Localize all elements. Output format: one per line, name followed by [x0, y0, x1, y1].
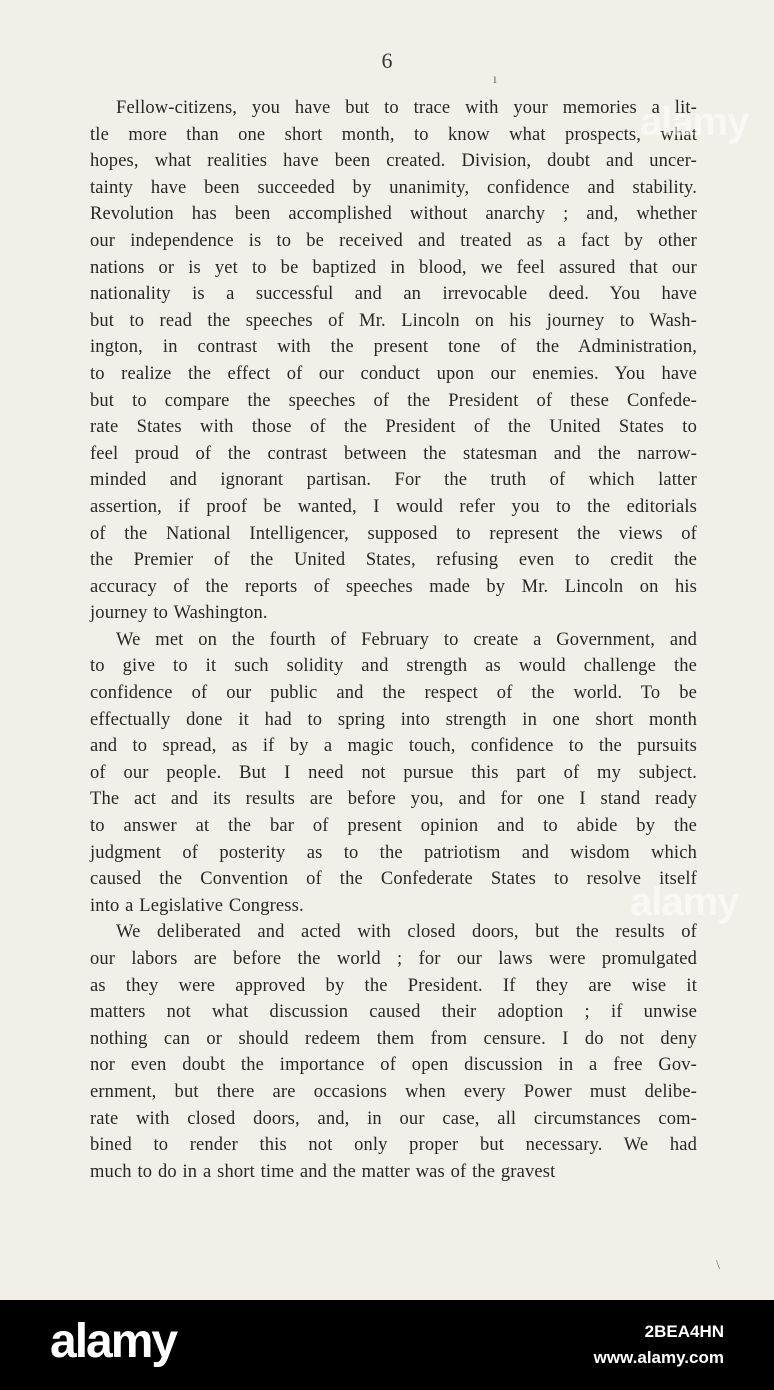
- text-line: effectually done it had to spring into strength in one short month: [90, 709, 697, 730]
- text-line: Revolution has been accomplished without anarchy ; and, whether: [90, 204, 697, 225]
- text-line: confidence of our public and the respect of the world. To be: [90, 683, 697, 704]
- text-line: nothing can or should redeem them from censure. I do not deny: [90, 1028, 697, 1049]
- text-line: to give to it such solidity and strength as would challenge the: [90, 656, 697, 677]
- text-line: rate States with those of the President of the United States to: [90, 417, 697, 438]
- watermark: alamy: [640, 100, 749, 144]
- text-line: nationality is a successful and an irrevocable deed. You have: [90, 284, 697, 305]
- text-line: assertion, if proof be wanted, I would refer you to the editorials: [90, 496, 697, 517]
- paragraph: [90, 627, 697, 920]
- text-line: bined to render this not only proper but necessary. We had: [90, 1135, 697, 1156]
- ink-speck: \: [716, 1258, 720, 1273]
- alamy-logo[interactable]: alamy: [50, 1315, 177, 1368]
- paragraph: [90, 919, 697, 1185]
- body-text: [90, 95, 697, 1185]
- text-line: nor even doubt the importance of open discussion in a free Gov-: [90, 1055, 697, 1076]
- text-line: judgment of posterity as to the patriotism and wisdom which: [90, 842, 697, 863]
- text-line: minded and ignorant partisan. For the truth of which latter: [90, 470, 697, 491]
- text-line: of the National Intelligencer, supposed to represent the views of: [90, 523, 697, 544]
- text-line: caused the Convention of the Confederate States to resolve itself: [90, 869, 697, 890]
- text-line: to answer at the bar of present opinion and to abide by the: [90, 816, 697, 837]
- text-line: Fellow-citizens, you have but to trace with your memories a lit-: [116, 98, 697, 118]
- footer-bar: [0, 1300, 774, 1390]
- text-line: and to spread, as if by a magic touch, confidence to the pursuits: [90, 736, 697, 757]
- text-line: much to do in a short time and the matter was of the gravest: [90, 1161, 556, 1182]
- text-line: tainty have been succeeded by unanimity, confidence and stability.: [90, 177, 697, 198]
- text-line: but to compare the speeches of the President of these Confede-: [90, 390, 697, 411]
- text-line: as they were approved by the President. If they are wise it: [90, 975, 697, 996]
- text-line: We deliberated and acted with closed doors, but the results of: [116, 922, 697, 943]
- image-id: 2BEA4HN: [644, 1322, 724, 1341]
- text-line: rate with closed doors, and, in our case, all circumstances com-: [90, 1108, 697, 1129]
- text-line: matters not what discussion caused their adoption ; if unwise: [90, 1002, 697, 1023]
- text-line: ington, in contrast with the present tone of the Administration,: [90, 337, 697, 358]
- paragraph: [90, 95, 697, 627]
- text-line: The act and its results are before you, and for one I stand ready: [90, 789, 697, 810]
- text-line: our independence is to be received and treated as a fact by other: [90, 230, 697, 251]
- text-line: journey to Washington.: [90, 603, 268, 624]
- text-line: We met on the fourth of February to create a Government, and: [116, 629, 697, 650]
- text-line: of our people. But I need not pursue this part of my subject.: [90, 762, 697, 783]
- watermark: alamy: [630, 880, 739, 924]
- text-line: to realize the effect of our conduct upon our enemies. You have: [90, 363, 697, 384]
- text-line: feel proud of the contrast between the statesman and the narrow-: [90, 443, 697, 464]
- text-line: hopes, what realities have been created. Division, doubt and uncer-: [90, 151, 697, 172]
- text-line: accuracy of the reports of speeches made by Mr. Lincoln on his: [90, 576, 697, 597]
- page-number: 6: [381, 48, 393, 73]
- text-line: our labors are before the world ; for our laws were promulgated: [90, 949, 697, 969]
- text-line: into a Legislative Congress.: [90, 895, 304, 916]
- text-line: nations or is yet to be baptized in blood, we feel assured that our: [90, 257, 697, 278]
- ink-speck: ı: [493, 72, 497, 87]
- text-line: but to read the speeches of Mr. Lincoln on his journey to Wash-: [90, 310, 697, 331]
- text-line: ernment, but there are occasions when every Power must delibe-: [90, 1081, 697, 1102]
- footer-url[interactable]: www.alamy.com: [593, 1348, 724, 1367]
- text-line: tle more than one short month, to know what prospects, what: [90, 124, 697, 145]
- text-line: the Premier of the United States, refusing even to credit the: [90, 550, 697, 571]
